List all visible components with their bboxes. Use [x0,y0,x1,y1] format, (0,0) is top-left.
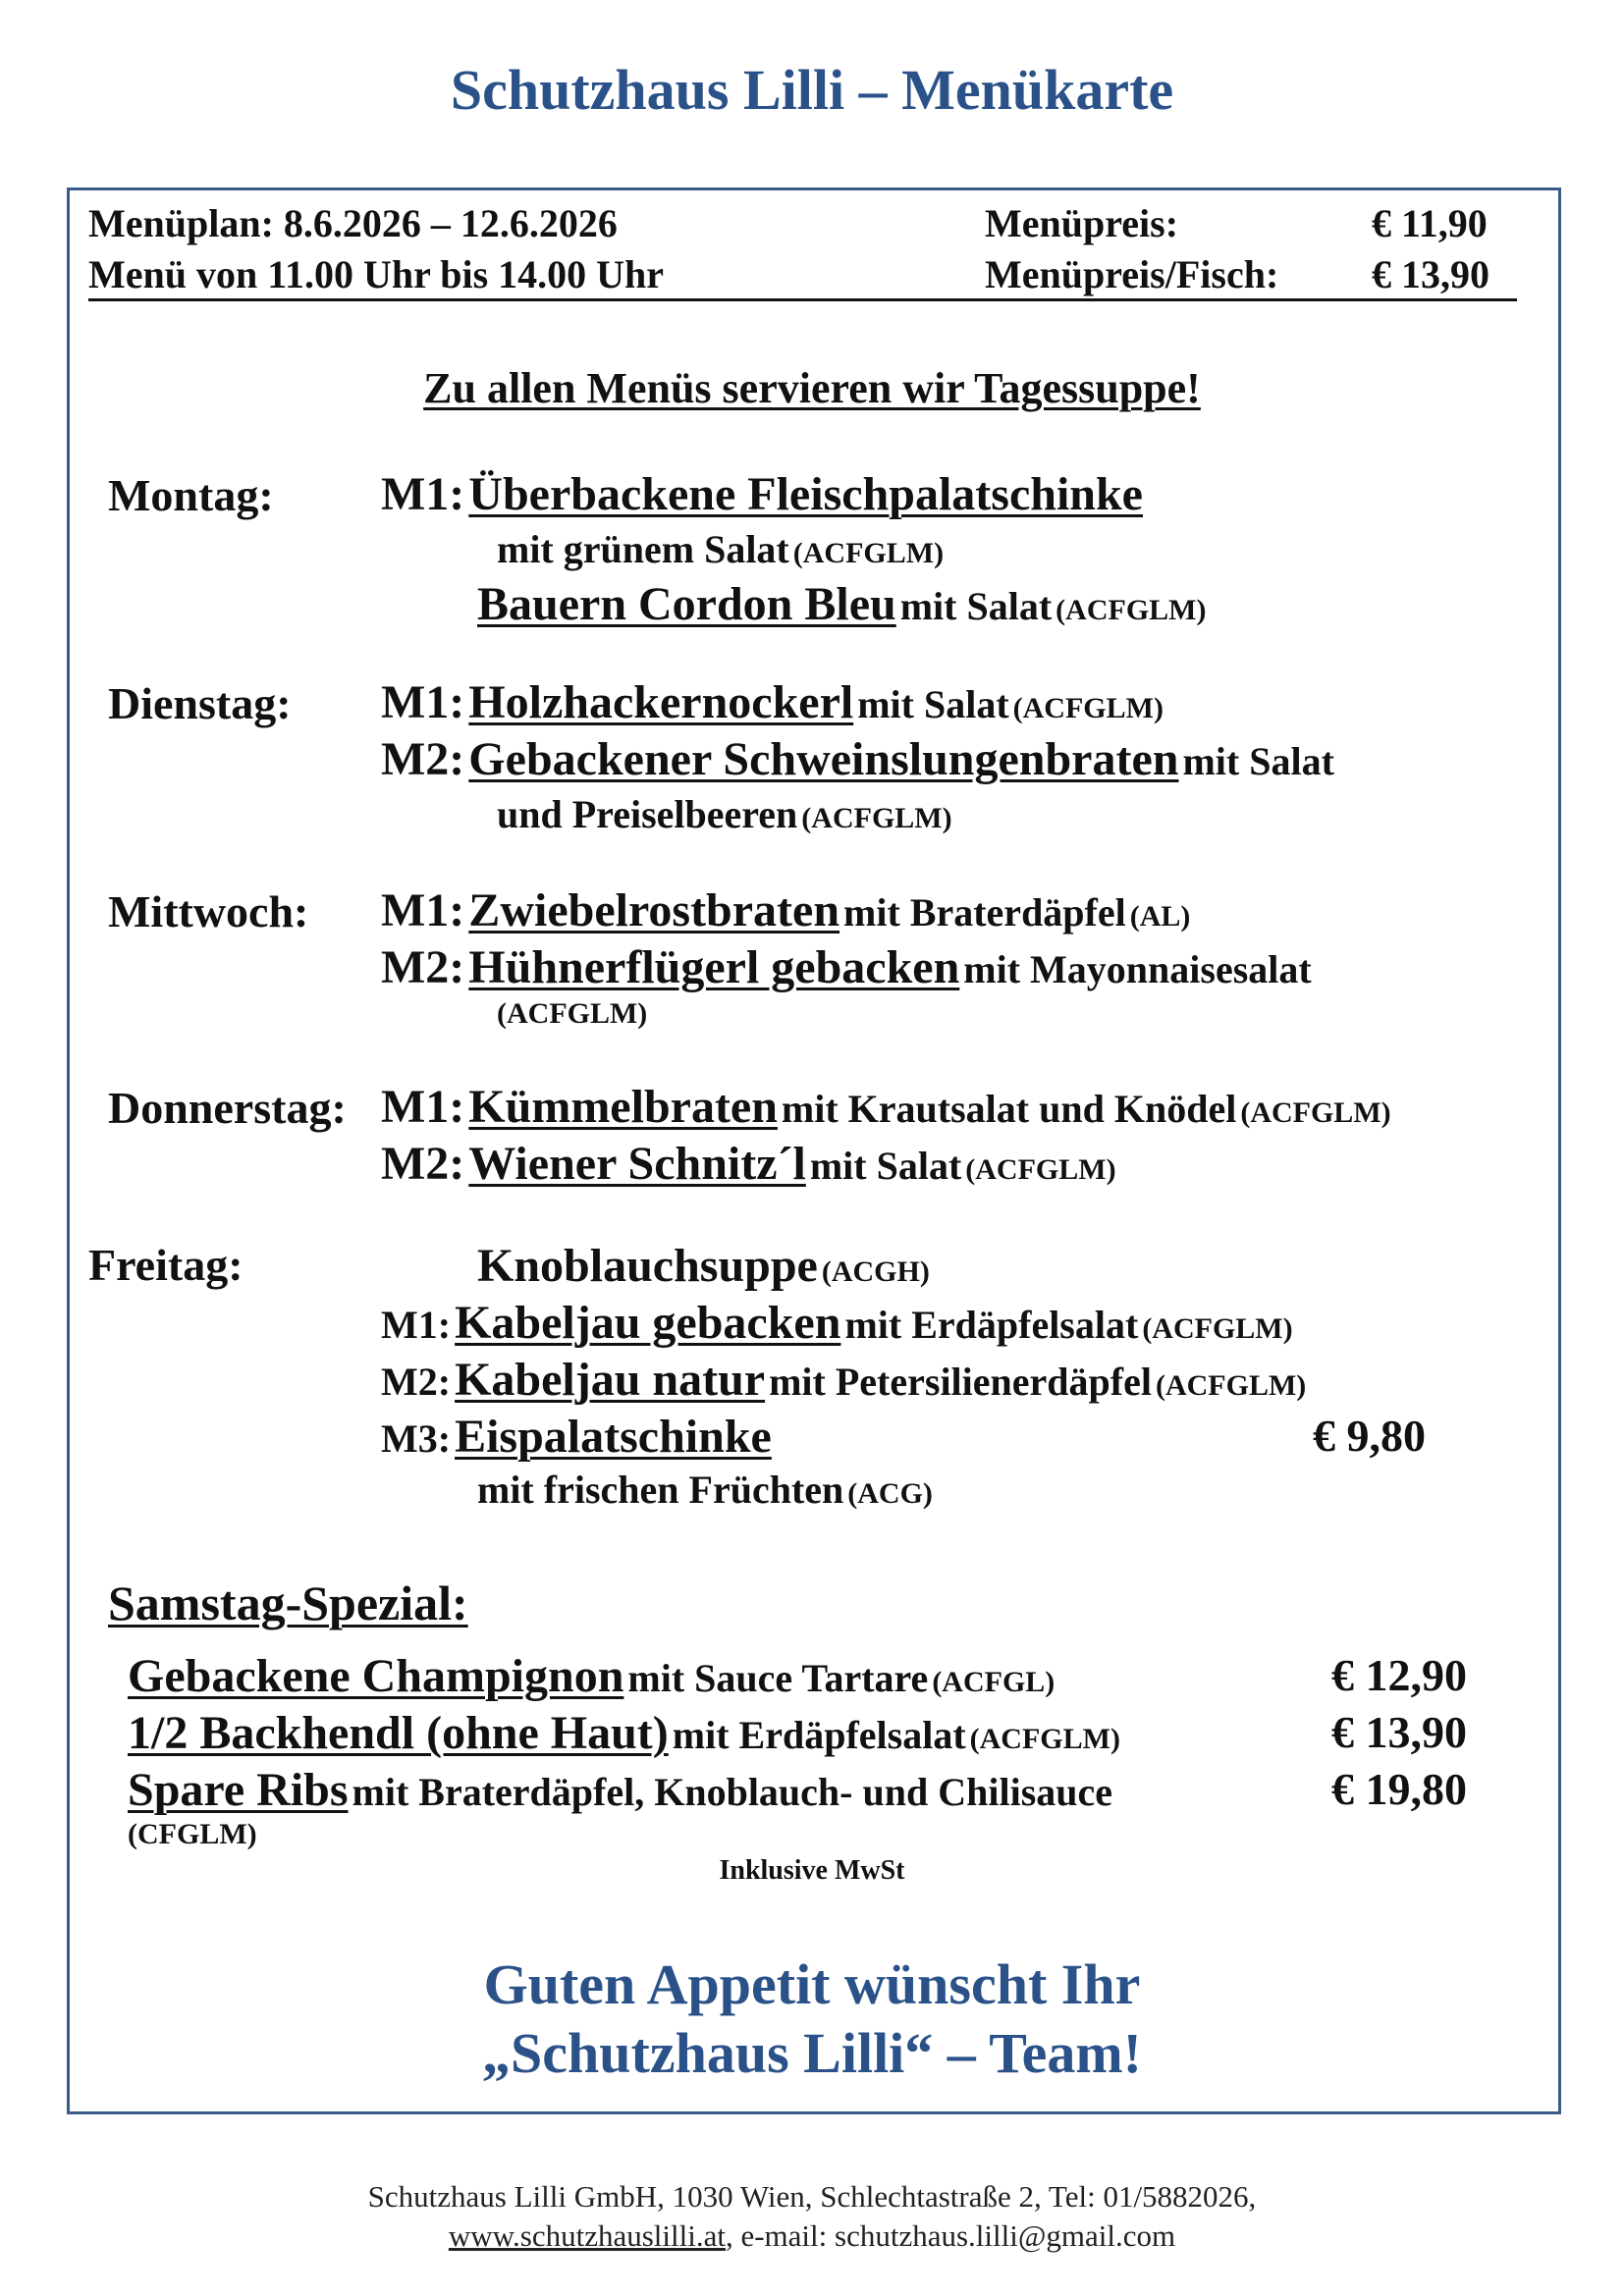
dish-side: mit Braterdäpfel [843,890,1126,934]
page-title: Schutzhaus Lilli – Menükarte [450,58,1174,122]
allergen-codes: (ACFGLM) [497,997,648,1030]
dish-name: Hühnerflügerl gebacken [468,941,960,993]
allergen-codes: (ACFGLM) [792,537,945,569]
dish-name: Eispalatschinke [455,1411,772,1463]
dish-side: mit Sauce Tartare [627,1656,929,1700]
dish-name: Kabeljau gebacken [455,1297,841,1349]
allergen-codes: (ACFGLM) [1012,692,1164,724]
allergen-codes: (ACFGLM) [801,802,952,834]
menu-code: M1: [381,468,465,520]
day-label-mittwoch: Mittwoch: [108,886,309,936]
footer-email: , e-mail: schutzhaus.lilli@gmail.com [725,2218,1176,2253]
dish-side: mit Petersilienerdäpfel [769,1360,1152,1404]
dish-name: Kümmelbraten [468,1081,778,1133]
dish-side: mit Salat [1182,739,1334,783]
vat-note: Inklusive MwSt [719,1855,905,1886]
allergen-codes: (CFGLM) [128,1818,257,1850]
menu-code: M1: [381,1303,452,1347]
menu-code: M2: [381,1138,465,1190]
day-label-montag: Montag: [108,470,274,520]
header-underline [88,298,1517,301]
menu-code: M1: [381,884,465,936]
menu-code: M3: [381,1416,452,1461]
closing-line-1: Guten Appetit wünscht Ihr [483,1952,1141,2016]
allergen-codes: (ACFGLM) [965,1153,1116,1186]
closing-line-2: „Schutzhaus Lilli“ – Team! [482,2021,1142,2085]
menu-price-value: € 11,90 [1372,201,1488,245]
menu-code: M2: [381,733,465,785]
menu-code: M1: [381,676,465,728]
dish-side: mit frischen Früchten [477,1468,844,1512]
allergen-codes: (ACFGLM) [1142,1312,1293,1345]
day-label-freitag: Freitag: [88,1240,244,1290]
dish-price: € 12,90 [1331,1650,1467,1700]
dish-price: € 9,80 [1313,1411,1426,1461]
allergen-codes: (ACFGLM) [969,1723,1120,1755]
dish-price: € 19,80 [1331,1764,1467,1814]
dish-name: Gebackener Schweinslungenbraten [468,733,1179,785]
dish-side: mit Erdäpfelsalat [672,1713,966,1757]
allergen-codes: (ACFGLM) [1155,1369,1307,1402]
dish-side: mit grünem Salat [497,527,789,571]
allergen-codes: (ACFGL) [932,1666,1056,1698]
dish-name: Zwiebelrostbraten [468,884,840,936]
dish-side: mit Braterdäpfel, Knoblauch- und Chilisauce [352,1770,1113,1814]
fish-price-label: Menüpreis/Fisch: [985,252,1279,296]
dish-name: Wiener Schnitz´l [468,1138,806,1190]
dish-side: mit Erdäpfelsalat [844,1303,1139,1347]
dish-side: mit Salat [809,1144,962,1188]
allergen-codes: (ACFGLM) [1240,1096,1391,1129]
dish-name: 1/2 Backhendl (ohne Haut) [128,1707,669,1759]
menu-price-label: Menüpreis: [985,201,1179,245]
dish-name: Gebackene Champignon [128,1650,624,1702]
menu-code: M2: [381,941,465,993]
allergen-codes: (AL) [1129,900,1191,933]
day-label-donnerstag: Donnerstag: [108,1083,347,1133]
dish-side: mit Salat [857,682,1009,726]
soup-note: Zu allen Menüs servieren wir Tagessuppe! [423,364,1201,412]
menu-code: M1: [381,1081,465,1133]
allergen-codes: (ACFGLM) [1056,594,1207,626]
footer-address: Schutzhaus Lilli GmbH, 1030 Wien, Schlechtastraße 2, Tel: 01/5882026, [367,2179,1257,2214]
dish-name: Kabeljau natur [455,1354,766,1406]
dish-side: mit Krautsalat und Knödel [781,1087,1237,1131]
dish-price: € 13,90 [1331,1707,1467,1757]
saturday-heading: Samstag-Spezial: [108,1575,468,1630]
menu-code: M2: [381,1360,452,1404]
day-label-dienstag: Dienstag: [108,678,292,728]
allergen-codes: (ACGH) [821,1255,930,1288]
dish-side: mit Mayonnaisesalat [963,947,1312,991]
dish-name: Holzhackernockerl [468,676,854,728]
website-link[interactable]: www.schutzhauslilli.at [448,2218,726,2253]
menu-plan-dates: Menüplan: 8.6.2026 – 12.6.2026 [88,201,618,245]
dish-name: Spare Ribs [128,1764,349,1816]
fish-price-value: € 13,90 [1372,252,1489,296]
dish-side: mit Salat [899,584,1053,628]
allergen-codes: (ACG) [847,1477,933,1510]
menu-time: Menü von 11.00 Uhr bis 14.00 Uhr [88,252,665,296]
dish-name: Bauern Cordon Bleu [477,578,896,630]
dish-side: und Preiselbeeren [497,792,798,836]
dish-name: Überbackene Fleischpalatschinke [468,468,1143,520]
dish-name: Knoblauchsuppe [477,1240,818,1292]
